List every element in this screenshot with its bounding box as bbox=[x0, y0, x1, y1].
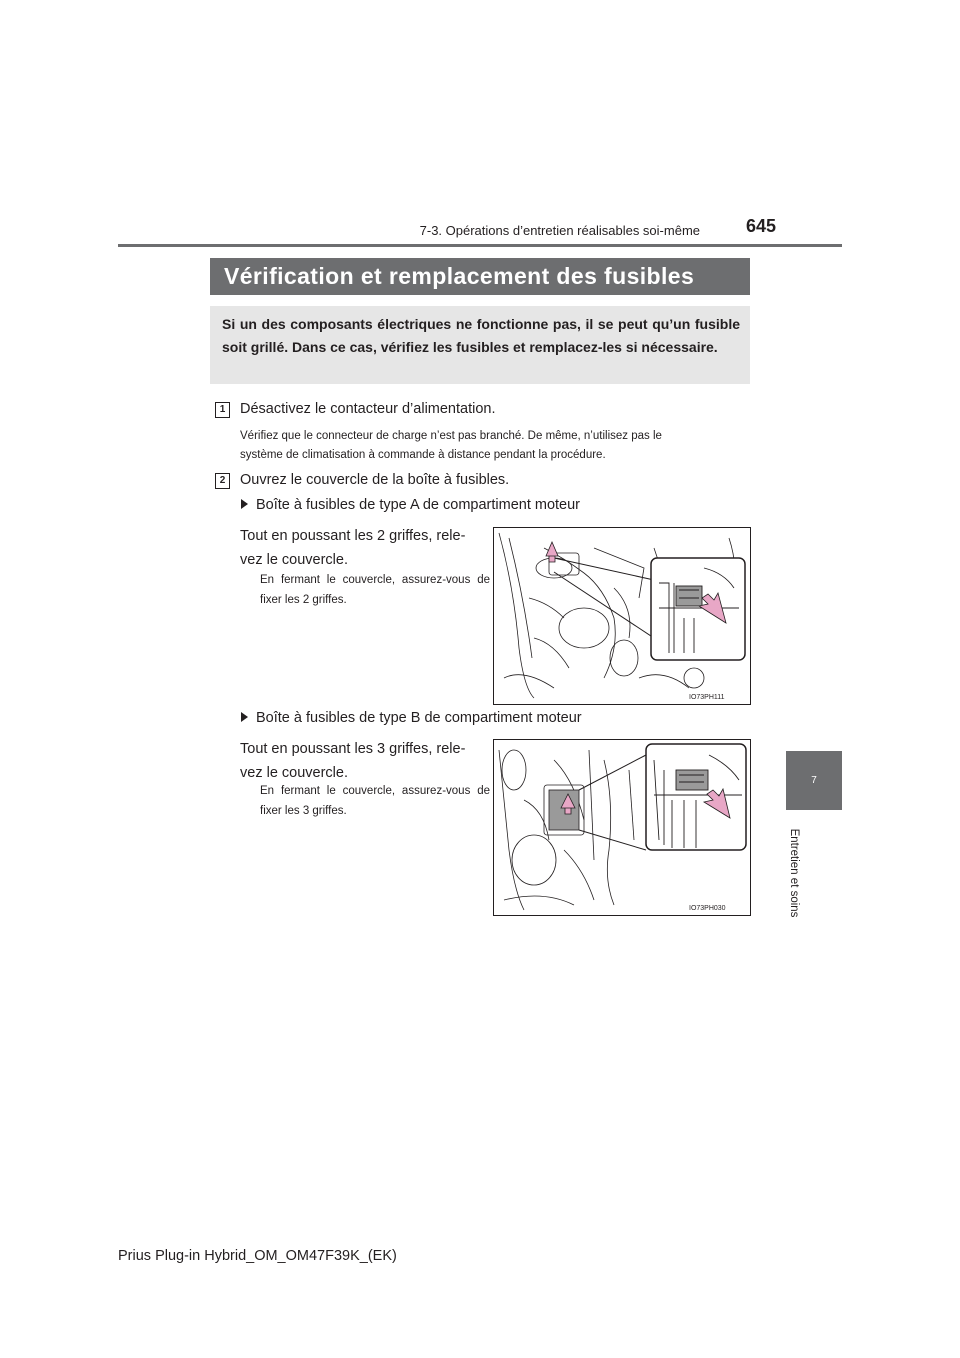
intro-box bbox=[210, 306, 750, 384]
engine-compartment-illustration-b bbox=[494, 740, 750, 915]
subsection-b-label: Boîte à fusibles de type B de compartiment moteur bbox=[256, 710, 582, 726]
footer-model: Prius Plug-in Hybrid_OM_OM47F39K_(EK) bbox=[118, 1248, 397, 1264]
subsection-a-heading bbox=[241, 497, 580, 513]
intro-text: Si un des composants électriques ne fonctionne pas, il se peut qu’un fusible soit grillé. Dans ce cas, vérifiez les fusibles et remplacez-les si nécessaire. bbox=[222, 316, 740, 355]
step-1-text: Désactivez le contacteur d’alimentation. bbox=[240, 401, 496, 417]
triangle-bullet-icon bbox=[241, 712, 248, 722]
subsection-a-label: Boîte à fusibles de type A de compartiment moteur bbox=[256, 497, 581, 513]
step-2-text: Ouvrez le couvercle de la boîte à fusibles. bbox=[240, 472, 510, 488]
engine-compartment-illustration-a bbox=[494, 528, 750, 704]
step-number-1: 1 bbox=[215, 402, 230, 418]
triangle-bullet-icon bbox=[241, 499, 248, 509]
figure-fuse-box-type-b bbox=[493, 739, 751, 916]
subsection-b-body bbox=[240, 737, 490, 785]
step-number-2: 2 bbox=[215, 473, 230, 489]
subsection-b-body-line-1: Tout en poussant les 3 griffes, rele- bbox=[240, 741, 466, 757]
side-label bbox=[784, 818, 804, 928]
figure-fuse-box-type-a bbox=[493, 527, 751, 705]
figure-b-code: IO73PH030 bbox=[689, 905, 726, 912]
subsection-b-body-line-2: vez le couvercle. bbox=[240, 765, 348, 781]
header-divider bbox=[118, 244, 842, 247]
subsection-a-note: En fermant le couvercle, assurez-vous de fixer les 2 griffes. bbox=[260, 574, 490, 606]
subsection-a-body-line-1: Tout en poussant les 2 griffes, rele- bbox=[240, 528, 466, 544]
page-number: 645 bbox=[745, 216, 776, 236]
arrow-up-icon bbox=[546, 542, 558, 562]
subsection-b-note: En fermant le couvercle, assurez-vous de fixer les 3 griffes. bbox=[260, 785, 490, 817]
subsection-b-heading bbox=[241, 710, 582, 726]
step-1-note-line-1: Vérifiez que le connecteur de charge n’est pas branché. De même, n’utilisez pas le bbox=[240, 430, 662, 442]
chapter-tab: 7 bbox=[786, 751, 842, 810]
side-label-text: Entretien et soins bbox=[788, 828, 800, 918]
figure-a-code: IO73PH111 bbox=[689, 694, 725, 701]
page-title: Vérification et remplacement des fusibles bbox=[210, 258, 750, 295]
section-header: 7-3. Opérations d’entretien réalisables soi-même bbox=[419, 223, 700, 238]
subsection-a-body bbox=[240, 524, 490, 572]
step-1-note-line-2: système de climatisation à commande à distance pendant la procédure. bbox=[240, 449, 606, 461]
subsection-a-body-line-2: vez le couvercle. bbox=[240, 552, 348, 568]
